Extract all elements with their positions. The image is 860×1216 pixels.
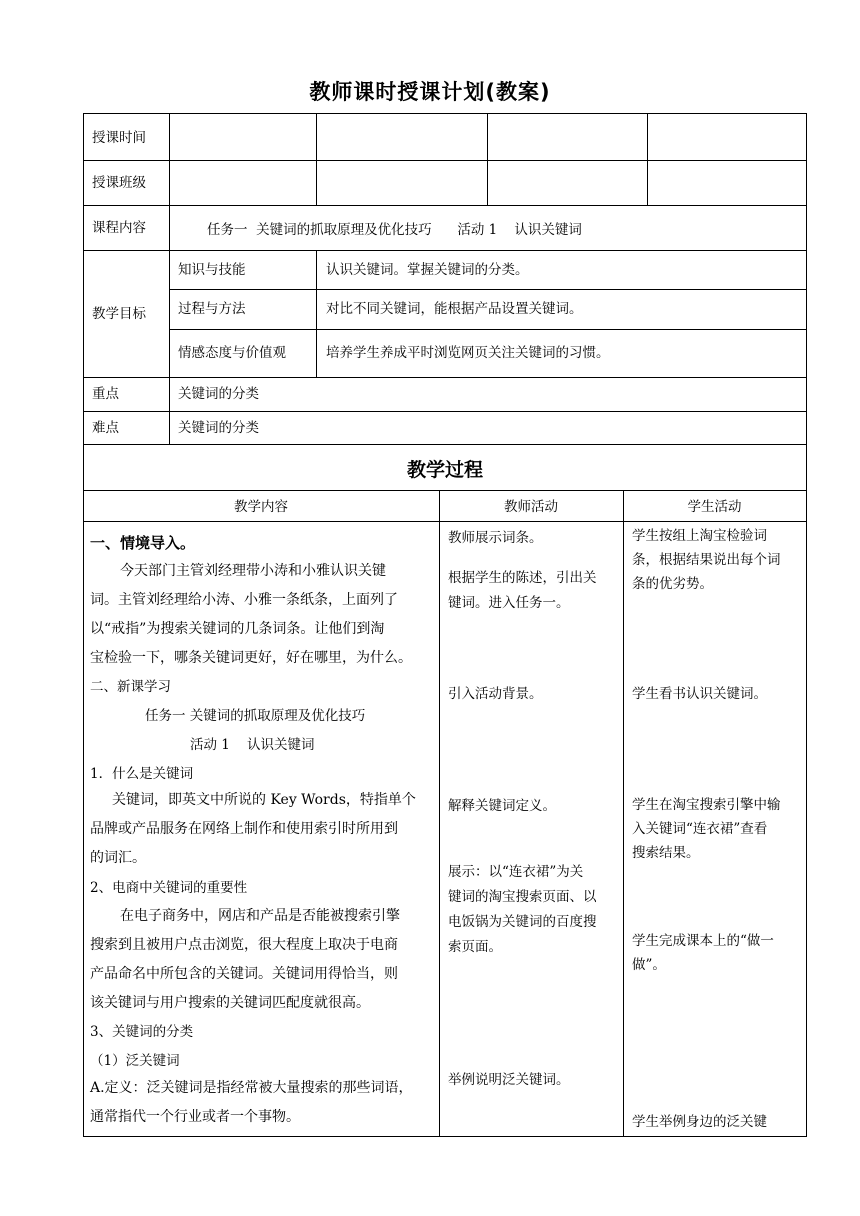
objective-label-attitude: 情感态度与价值观 [178, 345, 286, 361]
student-activity-1 [632, 524, 804, 596]
paragraph-line: 学生按组上淘宝检验词 [632, 528, 767, 544]
student-activity-5: 学生举例身边的泛关键 [632, 1114, 767, 1130]
teacher-activity-6: 举例说明泛关键词。 [448, 1072, 570, 1088]
paragraph-line: 通常指代一个行业或者一个事物。 [90, 1109, 300, 1125]
question-3-title: 3、关键词的分类 [90, 1024, 194, 1040]
content-value: 任务一 关键词的抓取原理及优化技巧 活动 1 认识关键词 [207, 222, 582, 238]
student-activity-2: 学生看书认识关键词。 [632, 686, 767, 702]
paragraph-line: 展示：以“连衣裙”为关 [448, 864, 584, 880]
student-activity-4 [632, 929, 804, 977]
paragraph-line: 索页面。 [448, 939, 502, 955]
col-header-student: 学生活动 [687, 499, 742, 515]
paragraph-line: 宝检验一下，哪条关键词更好，好在哪里，为什么。 [90, 650, 412, 666]
paragraph-line: 根据学生的陈述，引出关 [448, 570, 597, 586]
paragraph-line: 搜索到且被用户点击浏览，很大程度上取决于电商 [90, 937, 398, 953]
paragraph-line: 品牌或产品服务在网络上制作和使用索引时所用到 [90, 821, 398, 837]
section-intro-title: 一、情境导入。 [90, 534, 196, 552]
paragraph-line: 关键词，即英文中所说的 Key Words，特指单个 [112, 792, 416, 808]
objective-label-knowledge: 知识与技能 [178, 262, 246, 278]
difficulty-label: 难点 [92, 420, 119, 436]
task-title: 任务一 关键词的抓取原理及优化技巧 [145, 708, 366, 724]
process-heading: 教学过程 [406, 459, 483, 481]
paragraph-line: 入关键词“连衣裙”查看 [632, 821, 768, 837]
question-2-paragraph [90, 902, 436, 1018]
paragraph-line: 键词。进入任务一。 [448, 595, 570, 611]
objectives-label: 教学目标 [92, 306, 146, 322]
question-1-paragraph [90, 786, 436, 873]
paragraph-line: 在电子商务中，网店和产品是否能被搜索引擎 [120, 908, 400, 924]
class-label: 授课班级 [92, 175, 146, 191]
objective-label-process: 过程与方法 [178, 301, 246, 317]
difficulty-value: 关键词的分类 [178, 420, 259, 436]
paragraph-line: 电饭锅为关键词的百度搜 [448, 914, 597, 930]
teacher-activity-4: 解释关键词定义。 [448, 798, 556, 814]
question-3-subtitle: （1）泛关键词 [90, 1053, 180, 1069]
question-1-title: 1．什么是关键词 [90, 766, 194, 782]
activity-title: 活动 1 认识关键词 [190, 737, 315, 753]
paragraph-line: 搜索结果。 [632, 845, 700, 861]
key-point-value: 关键词的分类 [178, 386, 259, 402]
key-point-label: 重点 [92, 386, 119, 402]
objective-value-attitude: 培养学生养成平时浏览网页关注关键词的习惯。 [326, 345, 610, 361]
objective-value-knowledge: 认识关键词。掌握关键词的分类。 [326, 262, 529, 278]
paragraph-line: 词。主管刘经理给小涛、小雅一条纸条，上面列了 [90, 592, 398, 608]
question-2-title: 2、电商中关键词的重要性 [90, 880, 248, 896]
teacher-activity-1: 教师展示词条。 [448, 530, 543, 546]
paragraph-line: 今天部门主管刘经理带小涛和小雅认识关键 [120, 563, 386, 579]
teacher-activity-5 [448, 860, 620, 960]
paragraph-line: 以“戒指”为搜索关键词的几条词条。让他们到淘 [90, 621, 385, 637]
objective-value-process: 对比不同关键词，能根据产品设置关键词。 [326, 301, 583, 317]
teacher-activity-3: 引入活动背景。 [448, 686, 543, 702]
section-intro-paragraph [90, 557, 436, 673]
col-header-teacher: 教师活动 [504, 499, 558, 515]
paragraph-line: 条，根据结果说出每个词 [632, 552, 781, 568]
question-3-paragraph [90, 1074, 436, 1132]
document-title: 教师课时授课计划(教案) [309, 80, 551, 104]
paragraph-line: 学生完成课本上的“做一 [632, 933, 774, 949]
paragraph-line: 该关键词与用户搜索的关键词匹配度就很高。 [90, 995, 370, 1011]
paragraph-line: 学生在淘宝搜索引擎中输 [632, 797, 781, 813]
student-activity-3 [632, 793, 804, 865]
paragraph-line: 键词的淘宝搜索页面、以 [448, 889, 597, 905]
paragraph-line: 条的优劣势。 [632, 576, 713, 592]
teacher-activity-2 [448, 566, 620, 616]
paragraph-line: A.定义：泛关键词是指经常被大量搜索的那些词语， [90, 1080, 413, 1096]
paragraph-line: 产品命名中所包含的关键词。关键词用得恰当，则 [90, 966, 398, 982]
paragraph-line: 做”。 [632, 957, 666, 973]
time-label: 授课时间 [92, 130, 146, 146]
section-new-lesson-title: 二、新课学习 [90, 679, 171, 695]
paragraph-line: 的词汇。 [90, 850, 146, 866]
col-header-content: 教学内容 [234, 499, 288, 515]
content-label: 课程内容 [92, 220, 146, 236]
